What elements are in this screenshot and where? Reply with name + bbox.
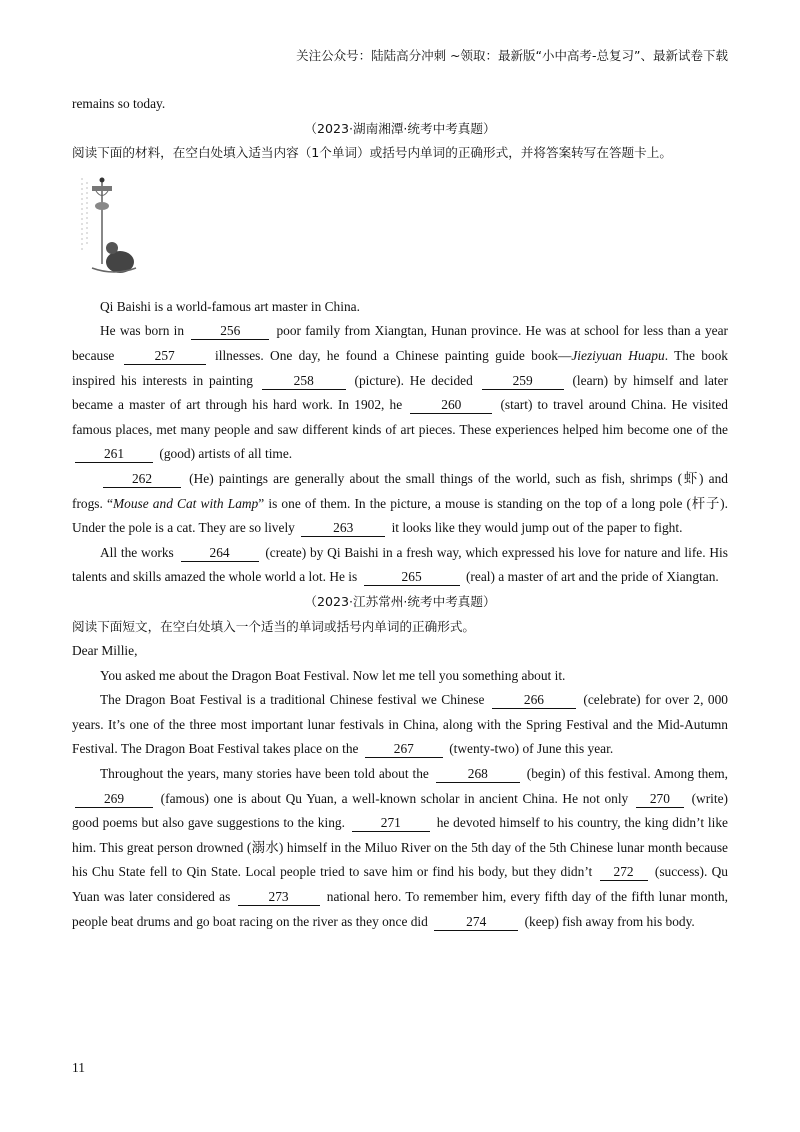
page-header: 关注公众号：陆陆高分冲刺 ~领取：最新版“小中高考-总复习”、最新试卷下载 [296,48,728,63]
text-run: (learn) by himself and later became a master of art through his hard work. In 1902, he [72,372,729,413]
blank-262[interactable]: 262 [103,470,181,488]
text-run: (good) artists of all time. [159,446,293,462]
letter-greeting: Dear Millie, [72,643,138,659]
section1-source: （2023·湖南湘潭·统考中考真题） [304,120,496,136]
text-run: (twenty-two) of June this year. [449,741,614,757]
blank-267[interactable]: 267 [365,740,443,758]
text-run: (picture). He decided [354,372,473,388]
text-run: he devoted himself to his country, the king didn’t like him. This great person drowned (溺水) himself in the Miluo River on the 5th day of the 5th Chinese lunar month because his Chu State fell to Qin State. Local people tried to save him or find his body, but they didn’t [72,815,728,880]
blank-258[interactable]: 258 [262,372,346,390]
text-run: (keep) fish away from his body. [524,913,695,929]
text-run: (write) good poems but also gave suggestions to the king. [72,790,728,831]
blank-260[interactable]: 260 [410,396,492,414]
blank-264[interactable]: 264 [181,544,259,562]
section1-instruction: 阅读下面的材料，在空白处填入适当内容（1个单词）或括号内单词的正确形式，并将答案转写在答题卡上。 [72,145,672,161]
blank-257[interactable]: 257 [124,347,206,365]
text-run: He was born in [100,323,185,339]
text-run: national hero. To remember him, every fifth day of the fifth lunar month, people beat drums and go boat racing on the river as they once did [72,889,728,929]
blank-271[interactable]: 271 [352,814,430,832]
text-run: (begin) of this festival. Among them, [526,766,728,782]
text-run: (famous) one is about Qu Yuan, a well-known scholar in ancient China. He not only [160,790,629,806]
blank-263[interactable]: 263 [301,519,385,537]
text-run: (create) by Qi Baishi in a fresh way, which expressed his love for nature and life. His talents and skills amazed the whole world a lot. He is [72,544,728,585]
s1-paragraph-2 [72,319,728,467]
s2-paragraph-2 [72,688,728,762]
blank-265[interactable]: 265 [364,568,460,586]
blank-256[interactable]: 256 [191,322,269,340]
top-fragment: remains so today. [72,96,166,111]
painting-illustration [74,172,138,280]
page-content [72,92,728,934]
text-run: . The book inspired his interests in painting [72,347,728,388]
text-run: it looks like they would jump out of the paper to fight. [391,520,683,536]
blank-266[interactable]: 266 [492,691,576,709]
s1-paragraph-4 [72,541,728,590]
blank-269[interactable]: 269 [75,790,153,808]
blank-272[interactable]: 272 [600,863,648,881]
s1-paragraph-1: Qi Baishi is a world-famous art master in China. [100,298,360,314]
text-run: illnesses. One day, he found a Chinese painting guide book— [215,347,572,363]
blank-259[interactable]: 259 [482,372,564,390]
page-number: 11 [72,1060,85,1075]
section2-source: （2023·江苏常州·统考中考真题） [304,593,496,609]
s2-paragraph-3 [72,762,728,934]
blank-268[interactable]: 268 [436,765,520,783]
text-run: ” is one of them. In the picture, a mouse is standing on the top of a long pole (杆子). Under the pole is a cat. They are so lively [72,495,728,536]
blank-273[interactable]: 273 [238,888,320,906]
text-run: (He) paintings are generally about the small things of the world, such as fish, shrimps (虾) and frogs. “ [72,470,728,511]
blank-274[interactable]: 274 [434,913,518,931]
text-run: (success). Qu Yuan was later considered as [72,864,728,905]
book-title: Jieziyuan Huapu [571,347,665,363]
s2-paragraph-1: You asked me about the Dragon Boat Festival. Now let me tell you something about it. [100,667,566,683]
s1-paragraph-3 [72,467,728,541]
text-run: (start) to travel around China. He visited famous places, met many people and saw different kinds of art pieces. These experiences helped him become one of the [72,397,728,437]
text-run: Throughout the years, many stories have been told about the [100,766,429,782]
text-run: poor family from Xiangtan, Hunan province. He was at school for less than a year because [72,323,728,363]
text-run: (real) a master of art and the pride of Xiangtan. [465,569,719,585]
blank-261[interactable]: 261 [75,445,153,463]
section2-instruction: 阅读下面短文，在空白处填入一个适当的单词或括号内单词的正确形式。 [72,618,475,634]
text-run: All the works [100,544,174,560]
text-run: The Dragon Boat Festival is a traditional Chinese festival we Chinese [100,692,485,708]
blank-270[interactable]: 270 [636,790,684,808]
painting-title: Mouse and Cat with Lamp [112,495,259,511]
text-run: (celebrate) for over 2, 000 years. It’s one of the three most important lunar festivals in China, along with the Spring Festival and the Mid-Autumn Festival. The Dragon Boat Festival takes place on the [72,692,728,757]
